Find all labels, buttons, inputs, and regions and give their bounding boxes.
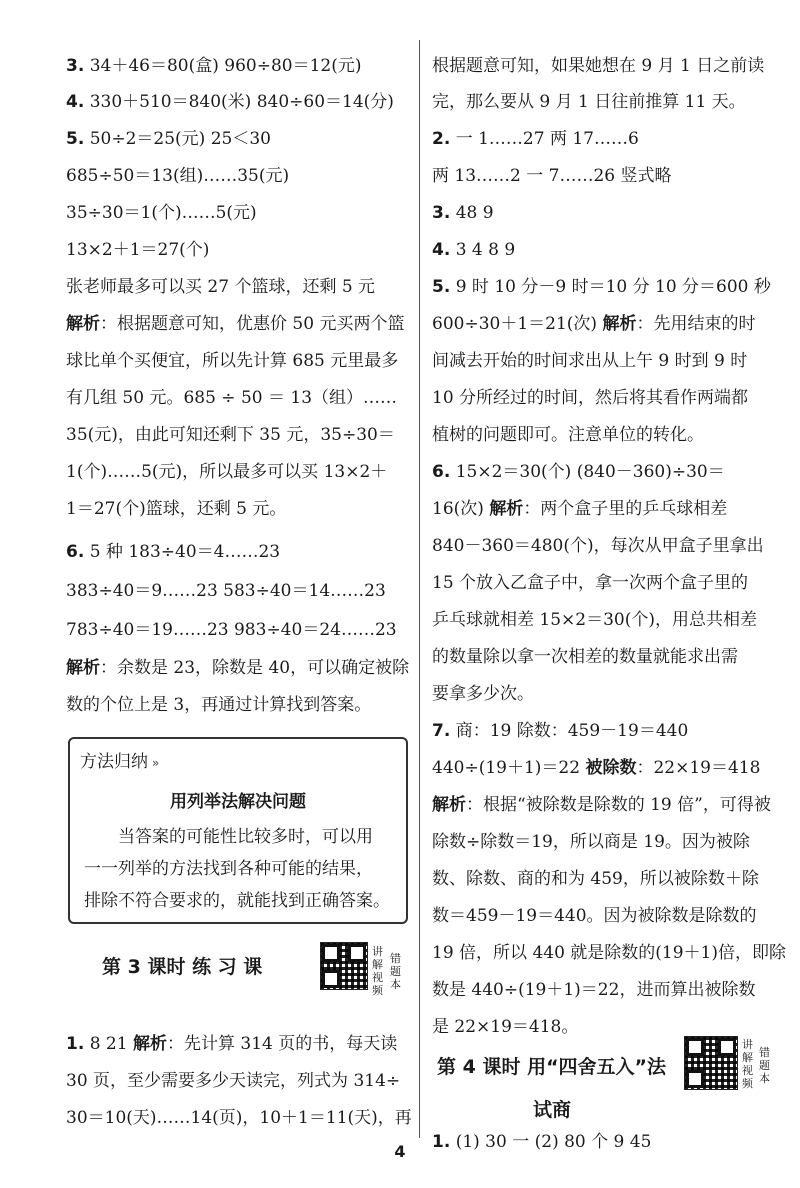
text-line: 30＝10(天)……14(页)，10＋1＝11(天)，再 [66, 1108, 412, 1128]
method-text: 一一列举的方法找到各种可能的结果， [84, 859, 373, 879]
method-heading: 方法归纳 » [80, 752, 160, 772]
text-line: 10 分所经过的时间，然后将其看作两端都 [432, 388, 749, 408]
analysis-line: 600÷30＋1＝21(次) 解析：先用结束的时 [432, 314, 756, 334]
answer-3: 3. 34＋46＝80(盒) 960÷80＝12(元) [66, 56, 362, 76]
text-line: 783÷40＝19……23 983÷40＝24……23 [66, 620, 397, 640]
text-line: 数是 440÷(19＋1)＝22，进而算出被除数 [432, 980, 756, 1000]
text-line: 数的个位上是 3，再通过计算找到答案。 [66, 695, 372, 715]
text-line: 数＝459－19＝440。因为被除数是除数的 [432, 906, 757, 926]
method-title: 用列举法解决问题 [170, 792, 306, 812]
answer-5: 5. 9 时 10 分－9 时＝10 分 10 分＝600 秒 [432, 277, 771, 297]
double-chevron-icon: » [152, 756, 160, 770]
analysis-line: 解析：根据“被除数是除数的 19 倍”，可得被 [432, 795, 771, 815]
qr-label-errors: 错题本 [759, 1046, 770, 1085]
text-line: 根据题意可知，如果她想在 9 月 1 日之前读 [432, 56, 765, 76]
answer-7: 7. 商：19 除数：459－19＝440 [432, 721, 689, 741]
lesson-4-title-cont: 试商 [533, 1099, 572, 1121]
text-line: 的数量除以拿一次相差的数量就能求出需 [432, 647, 738, 667]
text-line: 乒乓球就相差 15×2＝30(个)，用总共相差 [432, 610, 757, 630]
text-line: 13×2＋1＝27(个) [66, 240, 210, 260]
answer-6: 6. 15×2＝30(个) (840－360)÷30＝ [432, 462, 725, 482]
answer-5: 5. 50÷2＝25(元) 25＜30 [66, 129, 271, 149]
lesson-4-answer-1: 1. (1) 30 一 (2) 80 个 9 45 [432, 1132, 652, 1152]
lesson-4-title: 第 4 课时 用“四舍五入”法 [437, 1056, 667, 1078]
lesson-3-title: 第 3 课时 练 习 课 [102, 956, 263, 978]
text-line: 440÷(19＋1)＝22 被除数：22×19＝418 [432, 758, 761, 778]
text-line: 35(元)，由此可知还剩下 35 元，35÷30＝ [66, 425, 395, 445]
answer-4: 4. 330＋510＝840(米) 840÷60＝14(分) [66, 92, 394, 112]
text-line: 完，那么要从 9 月 1 日往前推算 11 天。 [432, 92, 746, 112]
column-divider [419, 40, 420, 1138]
qr-code-icon[interactable] [320, 942, 368, 990]
text-line: 植树的问题即可。注意单位的转化。 [432, 425, 704, 445]
text-line: 是 22×19＝418。 [432, 1017, 579, 1037]
method-text: 当答案的可能性比较多时，可以用 [118, 827, 373, 847]
text-line: 间减去开始的时间求出从上午 9 时到 9 时 [432, 351, 748, 371]
text-line: 两 13……2 一 7……26 竖式略 [432, 166, 672, 186]
text-line: 除数÷除数＝19，所以商是 19。因为被除 [432, 832, 750, 852]
qr-code-icon[interactable] [684, 1036, 738, 1090]
method-text: 排除不符合要求的，就能找到正确答案。 [84, 891, 390, 911]
qr-label-errors: 错题本 [390, 952, 401, 991]
text-line: 有几组 50 元。685 ÷ 50 ＝ 13（组）…… [66, 388, 398, 408]
page-number: 4 [394, 1142, 406, 1161]
analysis-line: 解析：根据题意可知，优惠价 50 元买两个篮 [66, 314, 405, 334]
answer-6: 6. 5 种 183÷40＝4……23 [66, 542, 281, 562]
method-summary-box [68, 737, 408, 924]
answer-3: 3. 48 9 [432, 203, 494, 223]
text-line: 840－360＝480(个)，每次从甲盒子里拿出 [432, 536, 764, 556]
text-line: 30 页，至少需要多少天读完，列式为 314÷ [66, 1071, 401, 1091]
text-line: 要拿多少次。 [432, 684, 534, 704]
text-line: 383÷40＝9……23 583÷40＝14……23 [66, 581, 386, 601]
text-line: 15 个放入乙盒子中，拿一次两个盒子里的 [432, 573, 749, 593]
text-line: 张老师最多可以买 27 个篮球，还剩 5 元 [66, 277, 376, 297]
text-line: 685÷50＝13(组)……35(元) [66, 166, 290, 186]
analysis-line: 解析：余数是 23，除数是 40，可以确定被除 [66, 658, 410, 678]
text-line: 1(个)……5(元)，所以最多可以买 13×2＋ [66, 462, 388, 482]
qr-label-video: 讲解视频 [372, 945, 383, 997]
text-line: 球比单个买便宜，所以先计算 685 元里最多 [66, 351, 399, 371]
text-line: 1＝27(个)篮球，还剩 5 元。 [66, 499, 287, 519]
answer-2: 2. 一 1……27 两 17……6 [432, 129, 639, 149]
text-line: 35÷30＝1(个)……5(元) [66, 203, 257, 223]
answer-1: 1. 8 21 解析：先计算 314 页的书，每天读 [66, 1034, 398, 1054]
analysis-line: 16(次) 解析：两个盒子里的乒乓球相差 [432, 499, 728, 519]
answer-4: 4. 3 4 8 9 [432, 240, 516, 260]
qr-label-video: 讲解视频 [742, 1038, 753, 1090]
text-line: 数、除数、商的和为 459，所以被除数＋除 [432, 869, 759, 889]
text-line: 19 倍，所以 440 就是除数的(19＋1)倍，即除 [432, 943, 787, 963]
